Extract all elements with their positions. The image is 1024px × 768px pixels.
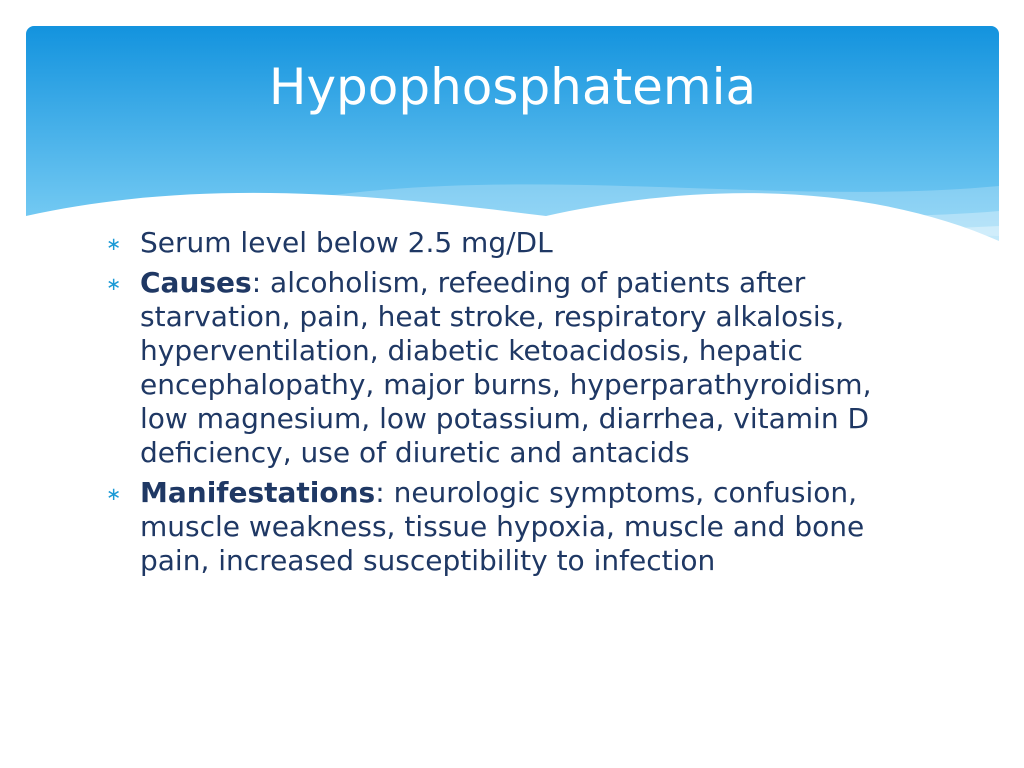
bullet-item-causes	[106, 266, 926, 470]
asterisk-bullet-icon: ∗	[106, 484, 122, 505]
bullet-term: Causes	[140, 266, 252, 299]
bullet-separator: :	[251, 266, 262, 299]
asterisk-bullet-icon: ∗	[106, 274, 122, 295]
bullet-text: alcoholism, refeeding of patients after starvation, pain, heat stroke, respiratory alkalosis, hyperventilation, diabetic ketoacidosis, hepatic encephalopathy, major burns, hyperparathyroidism, low magnesium, low potassium, diarrhea, vitamin D deficiency, use of diuretic and antacids	[140, 266, 872, 469]
bullet-separator: :	[375, 476, 385, 509]
slide-title: Hypophosphatemia	[268, 58, 757, 116]
bullet-text: Serum level below 2.5 mg/DL	[140, 226, 553, 259]
asterisk-bullet-icon: ∗	[106, 234, 122, 255]
bullet-item-manifestations	[106, 476, 926, 578]
bullet-item-serum-level	[106, 226, 926, 260]
bullet-term: Manifestations	[140, 476, 376, 509]
bullet-list	[106, 226, 926, 584]
bullet-text: neurologic symptoms, confusion, muscle weakness, tissue hypoxia, muscle and bone pain, increased susceptibility to infection	[140, 476, 865, 577]
